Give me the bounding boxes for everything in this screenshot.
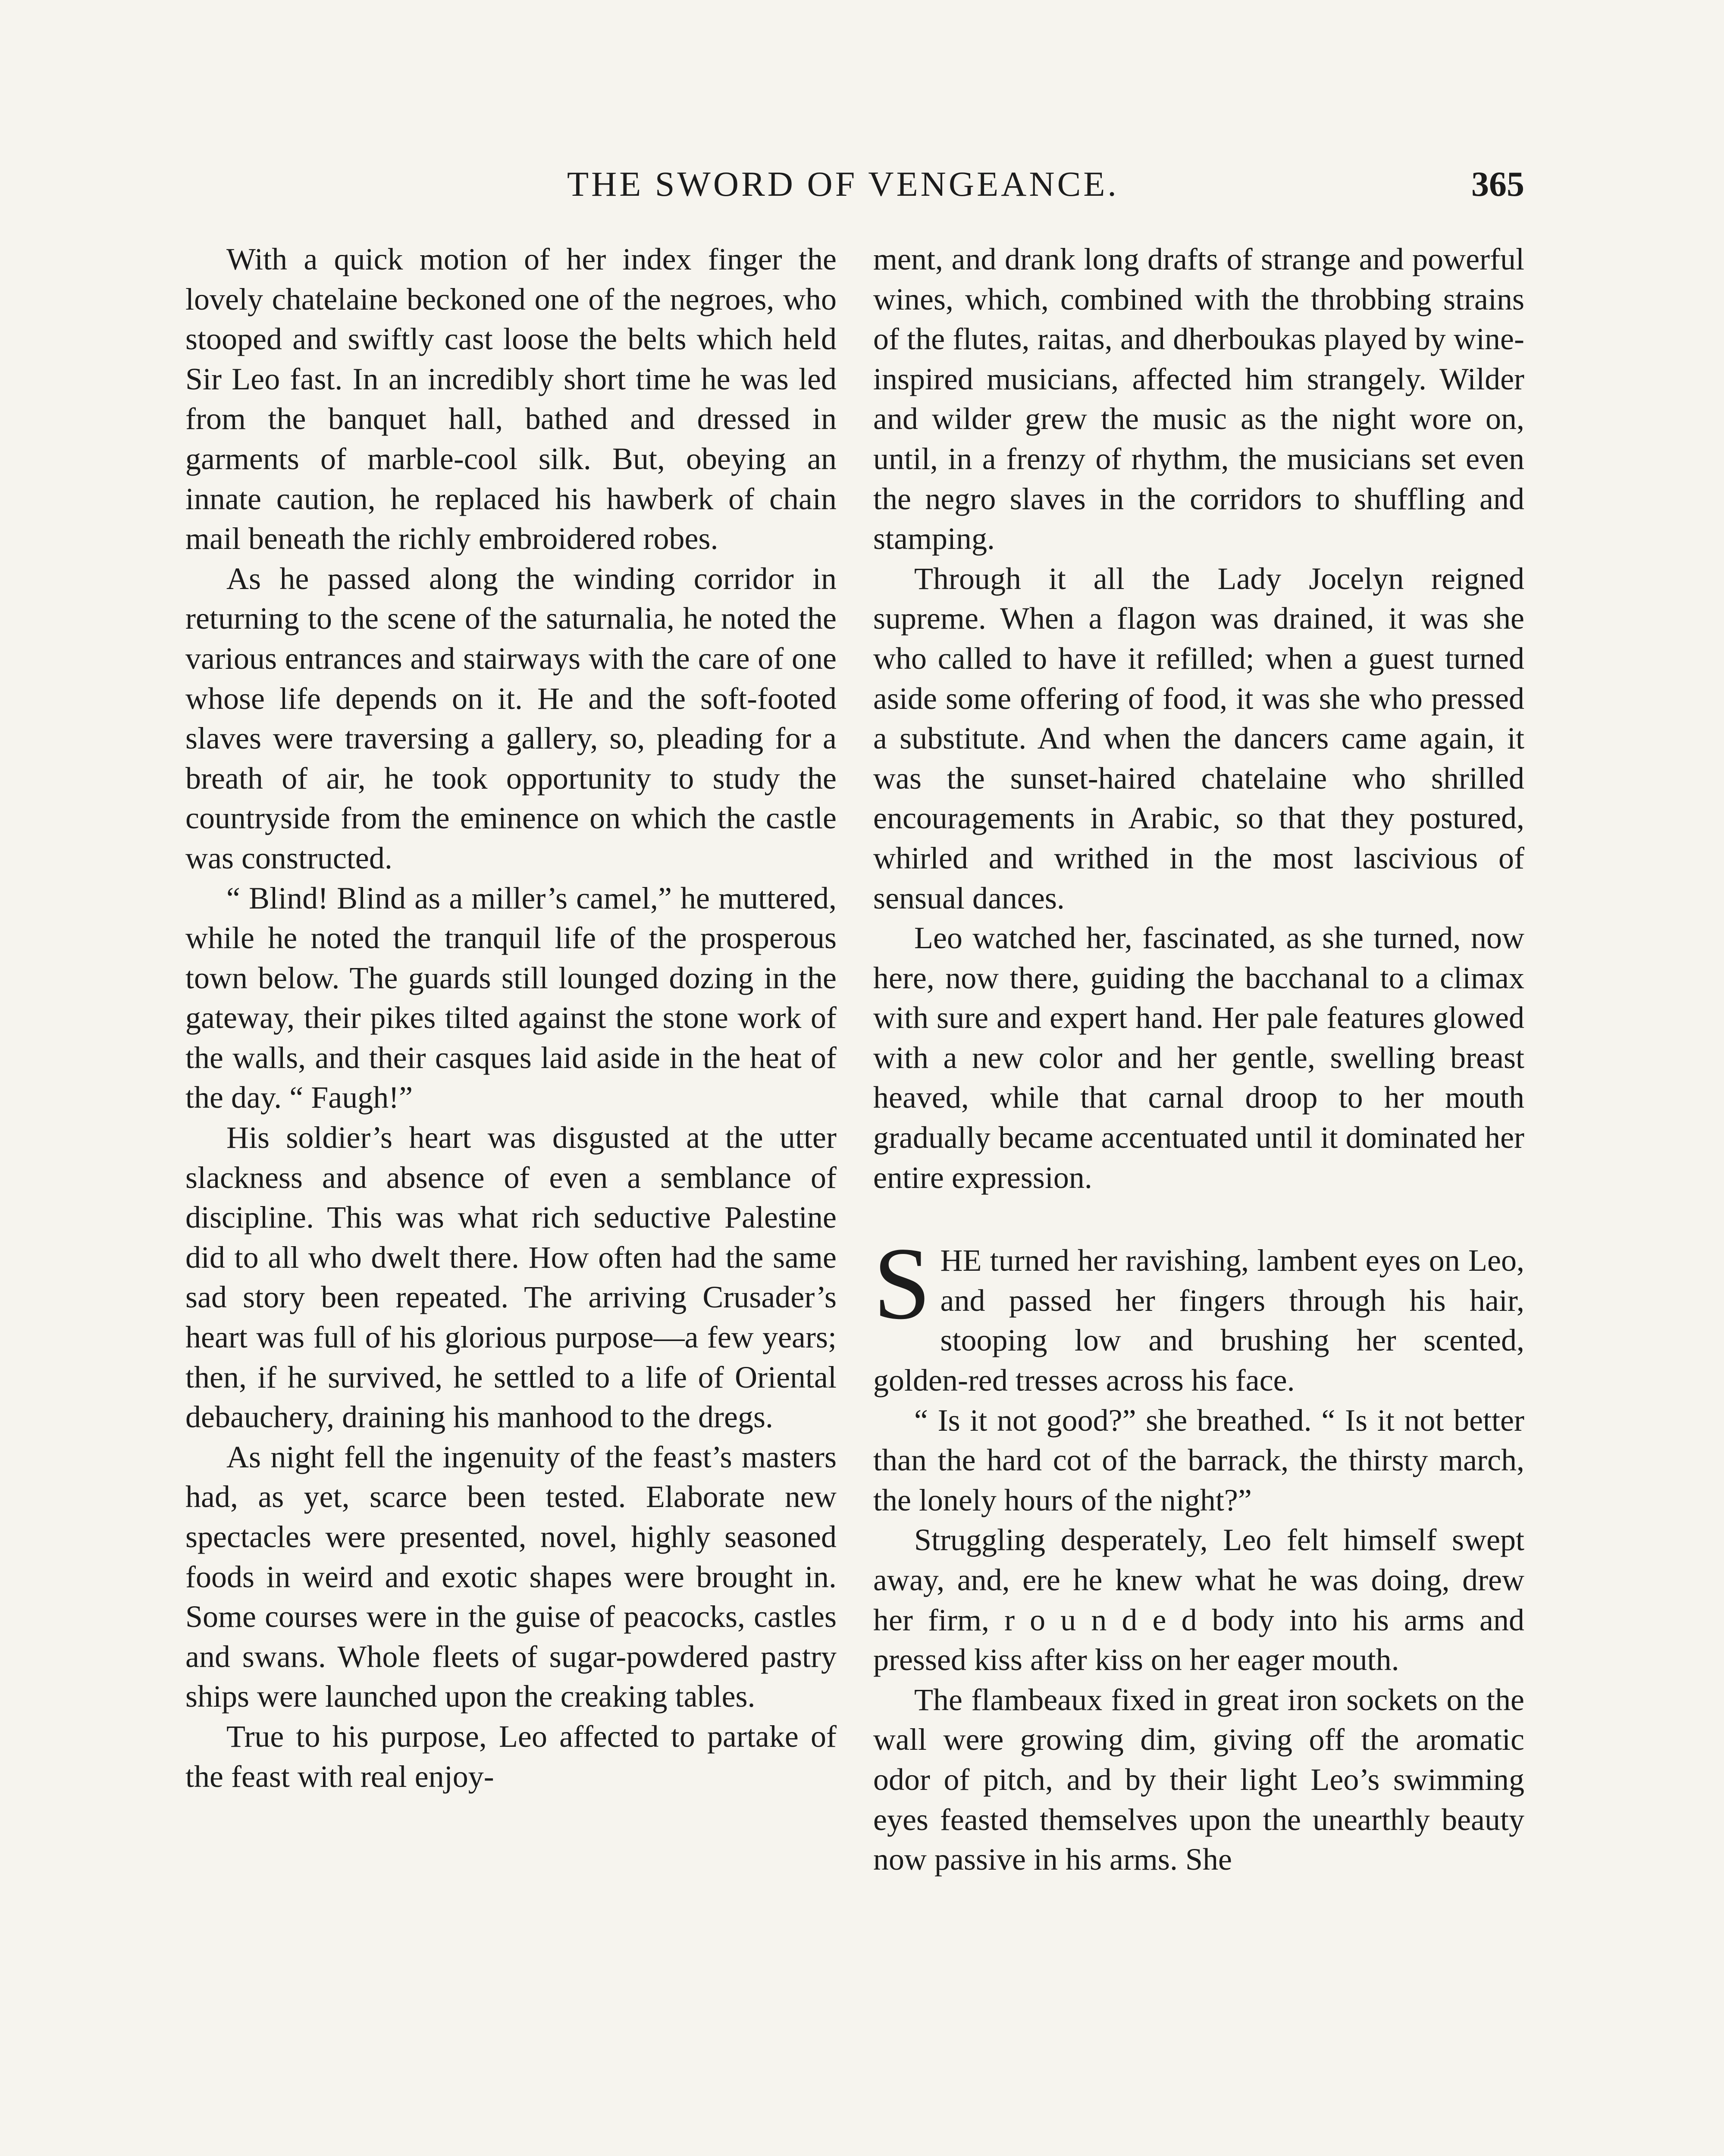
paragraph: As he passed along the winding corridor in returning to the scene of the saturnalia, he noted the various entrances and stairways with the care of one whose life depends on it. He and the soft-footed slaves were traversing a gallery, so, pleading for a breath of air, he took opportunity to study the countryside from the eminence on which the castle was constructed.: [185, 561, 837, 875]
paragraph: With a quick motion of her index finger the lovely chatelaine beckoned one of the negroes, who stooped and swiftly cast loose the belts which held Sir Leo fast. In an incredibly short time he was led from the banquet hall, bathed and dressed in garments of marble-cool silk. But, obeying an innate caution, he replaced his hawberk of chain mail beneath the richly embroidered robes.: [185, 242, 837, 556]
dropcap-paragraph-text: HE turned her ravishing, lambent eyes on Leo, and passed her fingers through his hair, stooping low and brushing her scented, golden-red tresses across his face.: [873, 1243, 1524, 1398]
section-opening-paragraph: [873, 1226, 1524, 1400]
paragraph: His soldier’s heart was disgusted at the utter slackness and absence of even a semblance of discipline. This was what rich seductive Palestine did to all who dwelt there. How often had the same sad story been repeated. The arriving Crusader’s heart was full of his glorious purpose—a few years; then, if he survived, he settled to a life of Oriental debauchery, draining his manhood to the dregs.: [185, 1120, 837, 1435]
paragraph: Through it all the Lady Jocelyn reigned supreme. When a flagon was drained, it was she who called to have it refilled; when a guest turned aside some offering of food, it was she who pressed a substitute. And when the dancers came again, it was the sunset-haired chatelaine who shrilled encouragements in Arabic, so that they postured, whirled and writhed in the most lascivious of sensual dances.: [873, 561, 1524, 915]
running-title: THE SWORD OF VENGEANCE.: [567, 164, 1119, 204]
paragraph: As night fell the ingenuity of the feast’s masters had, as yet, scarce been tested. Elaborate new spectacles were presented, novel, highly seasoned foods in weird and exotic shapes were brought in. Some courses were in the guise of peacocks, castles and swans. Whole fleets of sugar-powdered pastry ships were launched upon the creaking tables.: [185, 1439, 837, 1714]
drop-cap-letter: S: [873, 1226, 931, 1341]
page-number: 365: [1471, 164, 1524, 204]
paragraph: Struggling desperately, Leo felt himself swept away, and, ere he knew what he was doing, drew her firm, r o u n d e d body into his arms and pressed kiss after kiss on her eager mouth.: [873, 1523, 1524, 1677]
paragraph: The flambeaux fixed in great iron sockets on the wall were growing dim, giving off the aromatic odor of pitch, and by their light Leo’s swimming eyes feasted themselves upon the unearthly beauty now passive in his arms. She: [873, 1682, 1524, 1877]
right-column: [873, 239, 1524, 1880]
left-column: [185, 239, 837, 1796]
paragraph: Leo watched her, fascinated, as she turned, now here, now there, guiding the bacchanal to a climax with sure and expert hand. Her pale features glowed with a new color and her gentle, swelling breast heaved, while that carnal droop to her mouth gradually became accentuated until it dominated her entire expression.: [873, 921, 1524, 1195]
paragraph: “ Is it not good?” she breathed. “ Is it not better than the hard cot of the barrack, the thirsty march, the lonely hours of the night?”: [873, 1403, 1524, 1517]
paragraph: True to his purpose, Leo affected to partake of the feast with real enjoy-: [185, 1719, 837, 1794]
continued-paragraph: ment, and drank long drafts of strange and powerful wines, which, combined with the throbbing strains of the flutes, raitas, and dherboukas played by wine-inspired musicians, affected him strangely. Wilder and wilder grew the music as the night wore on, until, in a frenzy of rhythm, the musicians set even the negro slaves in the corridors to shuffling and stamping.: [873, 242, 1524, 556]
page-header: [183, 160, 1524, 208]
paragraph: “ Blind! Blind as a miller’s camel,” he muttered, while he noted the tranquil life of the prosperous town below. The guards still lounged dozing in the gateway, their pikes tilted against the stone work of the walls, and their casques laid aside in the heat of the day. “ Faugh!”: [185, 881, 837, 1115]
